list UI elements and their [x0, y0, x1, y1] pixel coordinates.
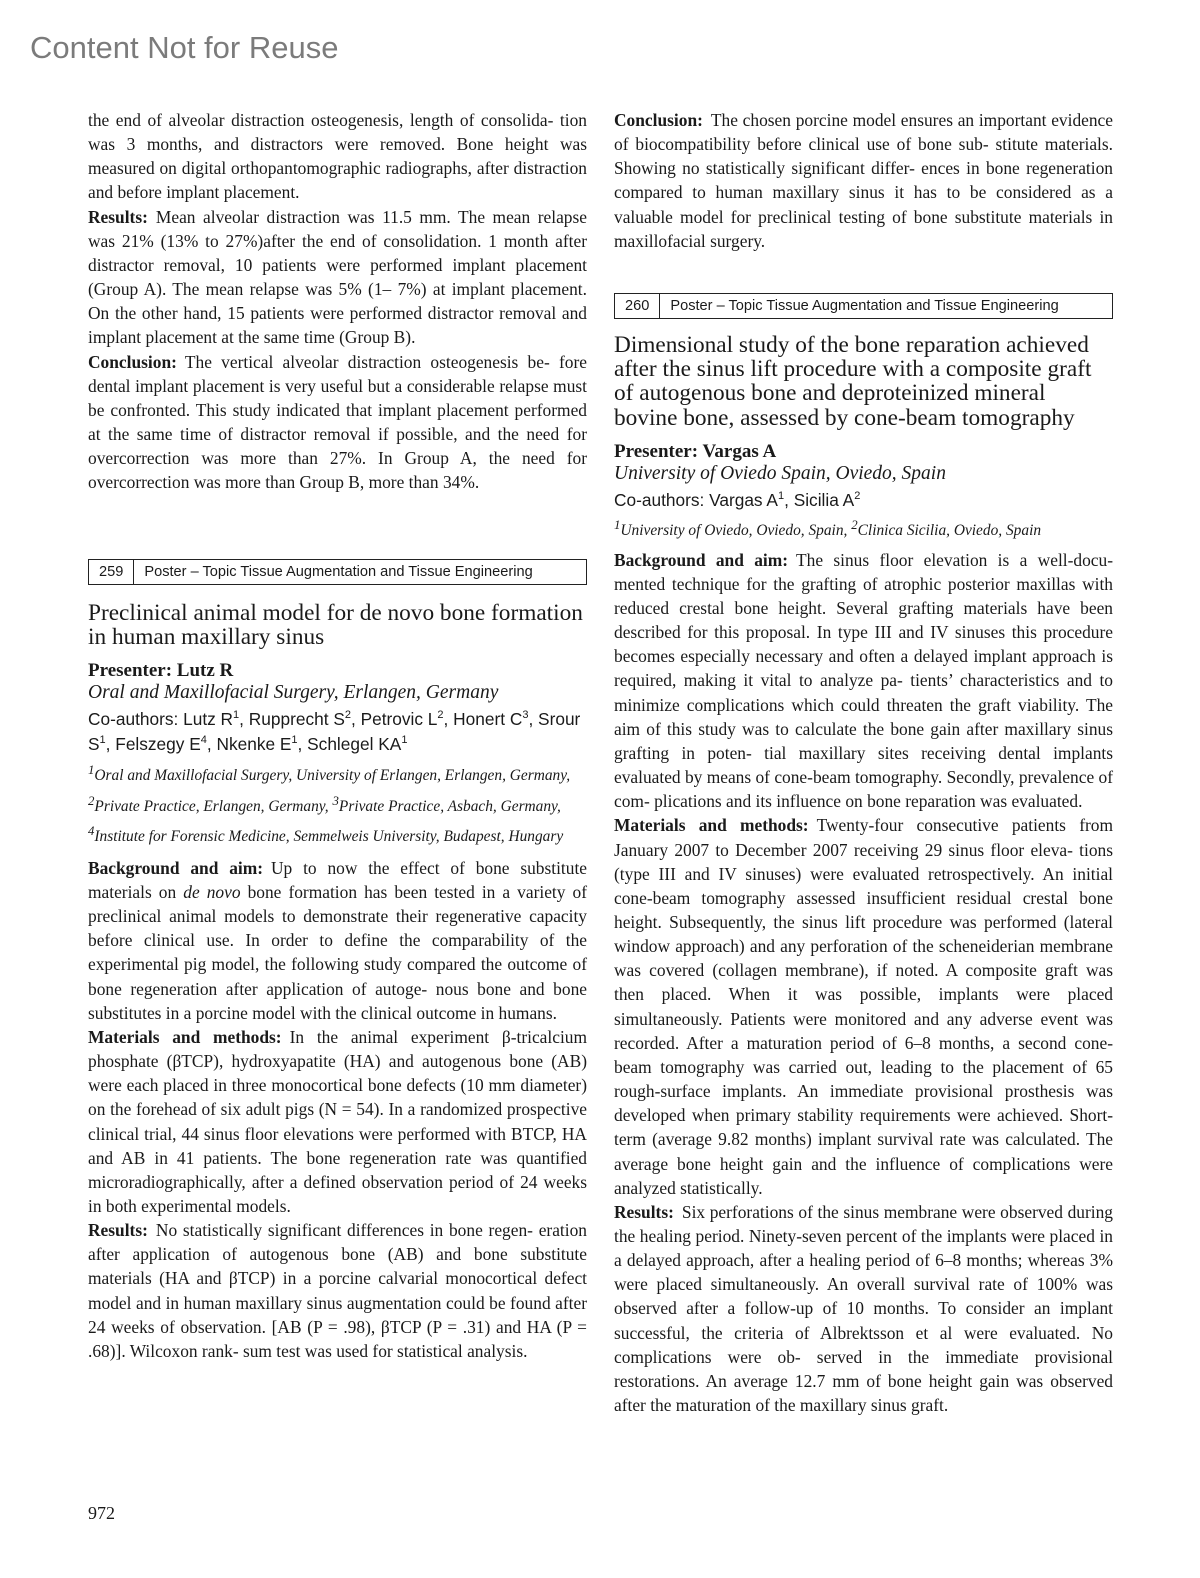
coauthor-name: Sicilia A	[793, 489, 855, 510]
affiliation-mark: 1	[614, 517, 621, 532]
coauthor-affiliation-mark: 2	[344, 708, 351, 721]
methods-paragraph	[88, 1025, 587, 1218]
right-column	[614, 108, 1113, 1417]
coauthor-name: Honert C	[453, 708, 523, 729]
coauthor-affiliation-mark: 1	[233, 708, 240, 721]
coauthor-name: Lutz R	[183, 708, 234, 729]
coauthor-name: Schlegel KA	[307, 734, 402, 755]
results-label: Results:	[88, 1220, 148, 1241]
affiliation-text: Institute for Forensic Medicine, Semmelweis University, Budapest, Hungary	[94, 827, 564, 845]
coauthor-name: Rupprecht S	[248, 708, 345, 729]
background-label: Background and aim:	[88, 857, 263, 878]
affiliation-mark: 4	[88, 823, 95, 838]
affiliation-mark: 3	[332, 793, 339, 808]
abstract-topic: Poster – Topic Tissue Augmentation and Tissue Engineering	[670, 297, 1059, 314]
background-italic: de novo	[183, 881, 241, 902]
coauthor-name: Nkenke E	[216, 734, 292, 755]
background-paragraph	[614, 548, 1113, 814]
coauthors-prefix: Co-authors:	[88, 708, 184, 729]
affiliation-mark: 2	[851, 517, 858, 532]
affiliation-mark: 1	[88, 763, 95, 778]
results-text: No statistically significant differences in bone regen- eration after application of autogenous bone (AB) and bone substitute materials (HA and βTCP) in a porcine calvarial monocortical defect model and in human maxillary sinus augmentation could be found after 24 weeks of observation. [AB (P = .98), βTCP (P = .31) and HA (P = .68)]. Wilcoxon rank- sum test was used for statistical analysis.	[88, 1220, 587, 1361]
affiliation-text: Oral and Maxillofacial Surgery, University of Erlangen, Erlangen, Germany,	[94, 767, 571, 785]
abstract-tag-259	[88, 559, 587, 585]
coauthors-list: Vargas $A^1$, Sicilia $A^2$	[709, 489, 861, 510]
conclusion-paragraph	[88, 350, 587, 495]
coauthor-name: Srour S	[88, 708, 581, 755]
affiliation-text: Clinica Sicilia, Oviedo, Spain	[857, 521, 1042, 539]
abstract-number: 260	[615, 294, 660, 318]
coauthor-affiliation-mark: 1	[99, 734, 106, 747]
coauthor-affiliation-mark: 2	[854, 489, 861, 502]
conclusion-label: Conclusion:	[614, 110, 703, 130]
conclusion-text: The chosen porcine model ensures an important evidence of biocompatibility before clinical use of bone sub- stitute materials. Showing no statistically significant differ- ences in bone regeneration compared to human maxillary sinus it has to be considered as a valuable model for preclinical testing of bone substitute materials in maxillofacial surgery.	[614, 110, 1113, 251]
coauthors-prefix: Co-authors:	[614, 489, 710, 510]
results-label: Results:	[88, 206, 148, 227]
watermark-text: Content Not for Reuse	[30, 30, 339, 65]
results-paragraph	[88, 205, 587, 350]
conclusion-label: Conclusion:	[88, 351, 177, 372]
conclusion-paragraph-259	[614, 108, 1113, 253]
coauthor-name: Felszegy E	[115, 734, 201, 755]
results-text: Six perforations of the sinus membrane were observed during the healing period. Ninety-seven percent of the implants were placed in a delayed approach, after a healing period of 6–8 months; whereas 3% were placed simultaneously. An overall survival rate of 100% was observed after a follow-up of 10 months. To consider an implant successful, the criteria of Albrektsson et al were evaluated. No complications were ob- served in the immediate provisional restorations. An average 12.7 mm of bone height gain was observed after the maturation of the maxillary sinus graft.	[614, 1201, 1113, 1416]
abstract-title: Preclinical animal model for de novo bone formation in human maxillary sinus	[88, 599, 583, 650]
results-label: Results:	[614, 1201, 674, 1222]
presenter: Presenter: Lutz R	[88, 659, 234, 681]
page-number: 972	[88, 1503, 115, 1523]
abstract-260	[614, 293, 1113, 1417]
background-paragraph	[88, 856, 587, 1025]
methods-text: In the animal experiment β-tricalcium phosphate (βTCP), hydroxyapatite (HA) and autogenous bone (AB) were each placed in three monocortical bone defects (10 mm diameter) on the forehead of six adult pigs (N = 54). In a randomized prospective clinical trial, 44 sinus floor elevations were performed with BTCP, HA and AB in 41 patients. The bone regeneration rate was quantified microradiographically, after a defined observation period of 24 weeks in both experimental models.	[88, 1026, 587, 1216]
abstract-title: Dimensional study of the bone reparation achieved after the sinus lift procedure with a composite graft of autogenous bone and deproteinized mineral bovine bone, assessed by cone-beam tomography	[614, 331, 1092, 431]
affiliations-detail	[614, 513, 1113, 543]
methods-label: Materials and methods:	[88, 1026, 282, 1047]
background-text-cont: bone formation has been tested in a variety of preclinical animal models to demonstrate their regenerative capacity before clinical use. In order to define the comparability of the experimental pig model, the following study compared the outcome of bone regeneration after application of autoge- nous bone and bone substitutes in a porcine model with the clinical outcome in humans.	[88, 881, 587, 1023]
coauthor-affiliation-mark: 1	[291, 734, 298, 747]
background-text: Up to now the effect of bone substitute materials on	[88, 857, 587, 902]
affiliation-text: Private Practice, Asbach, Germany,	[338, 797, 561, 815]
conclusion-text: The vertical alveolar distraction osteogenesis be- fore dental implant placement is very useful but a considerable relapse must be confronted. This study indicated that implant placement performed at the same time of distractor removal if possible, and the need for overcorrection was more than 27%. In Group A, the need for overcorrection was more than Group B, more than 34%.	[88, 351, 587, 493]
methods-paragraph	[614, 813, 1113, 1200]
coauthors	[88, 704, 587, 756]
affiliation-text: Private Practice, Erlangen, Germany,	[94, 797, 333, 815]
coauthors	[614, 485, 1113, 511]
coauthor-affiliation-mark: 2	[437, 708, 444, 721]
background-text: The sinus floor elevation is a well-docu- mented technique for the grafting of atrophic posterior maxillas with reduced crestal bone height. Several grafting materials have been described for this proposal. In type III and IV sinuses this procedure becomes especially necessary and often a delayed implant approach is required, making it vital to analyze pa- tients’ characteristics and to minimize complications which could threaten the graft viability. The aim of this study was to calculate the bone gain after maxillary sinus grafting in poten- tial maxillary sites receiving dental implants evaluated by means of cone-beam tomography. Secondly, prevalence of com- plications and its influence on bone reparation was evaluated.	[614, 549, 1113, 812]
coauthor-affiliation-mark: 1	[401, 734, 408, 747]
abstract-topic: Poster – Topic Tissue Augmentation and Tissue Engineering	[144, 563, 533, 580]
left-column	[88, 108, 587, 1363]
results-paragraph-260	[614, 1200, 1113, 1417]
abstract-number: 259	[89, 560, 134, 584]
intro-paragraph: the end of alveolar distraction osteogenesis, length of consolida- tion was 3 months, and distractors were removed. Bone height was measured on digital orthopantomographic radiographs, after distraction and before implant placement.	[88, 110, 587, 203]
background-label: Background and aim:	[614, 549, 789, 570]
results-paragraph-259	[88, 1218, 587, 1363]
coauthor-name: Vargas A	[709, 489, 778, 510]
presenter-affiliation: University of Oviedo Spain, Oviedo, Spain	[614, 462, 946, 484]
coauthor-affiliation-mark: 3	[522, 708, 529, 721]
abstract-259	[88, 559, 587, 1364]
affiliation-text: University of Oviedo, Oviedo, Spain,	[620, 521, 852, 539]
abstract-tag-260	[614, 293, 1113, 319]
coauthor-affiliation-mark: 4	[200, 734, 207, 747]
presenter-affiliation: Oral and Maxillofacial Surgery, Erlangen, Germany	[88, 681, 499, 703]
methods-label: Materials and methods:	[614, 815, 809, 836]
methods-text: Twenty-four consecutive patients from January 2007 to December 2007 receiving 29 sinus floor eleva- tions (type III and IV sinuses) were evaluated retrospectively. An initial cone-beam tomography assessed insufficient residual crestal bone height. Subsequently, the sinus lift procedure was performed (lateral window approach) and any perforation of the scheneiderian membrane was covered (collagen membrane), if noted. A composite graft was then placed. When it was possible, implants were placed simultaneously. Patients were monitored and any adverse event was recorded. After a maturation period of 6–8 months, a second cone-beam tomography was carried out, leading to the placement of 65 rough-surface implants. An immediate provisional prosthesis was developed when primary stability requirements were achieved. Short-term (average 9.82 months) implant survival rate was calculated. The average bone height gain and the influence of complications were analyzed statistically.	[614, 815, 1113, 1198]
coauthors-list: Lutz $R^1$, Rupprecht $S^2$, Petrovic $L^2$, Honert $C^3$, Srour $S^1$, Felszegy $E^4$, Nkenke $E^1$, Schlegel $KA^1$	[88, 708, 581, 755]
coauthor-name: Petrovic L	[360, 708, 438, 729]
presenter: Presenter: Vargas A	[614, 440, 777, 462]
coauthor-affiliation-mark: 1	[777, 489, 785, 502]
affiliations-detail	[88, 758, 587, 848]
affiliation-mark: 2	[88, 793, 95, 808]
results-text: Mean alveolar distraction was 11.5 mm. The mean relapse was 21% (13% to 27%)after the end of consolidation. 1 month after distractor removal, 10 patients were performed implant placement (Group A). The mean relapse was 5% (1– 7%) at implant placement. On the other hand, 15 patients were performed distractor removal and implant placement at the same time (Group B).	[88, 206, 587, 348]
